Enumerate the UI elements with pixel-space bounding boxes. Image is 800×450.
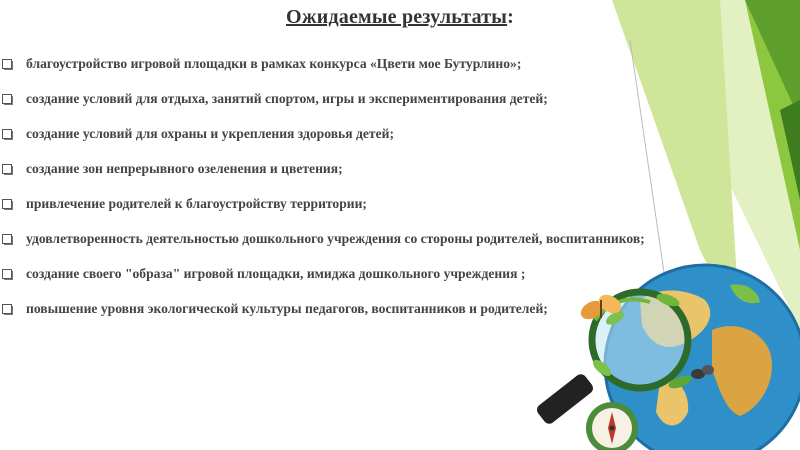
bullet-icon (2, 129, 12, 139)
results-list (2, 52, 672, 320)
list-item (2, 87, 672, 110)
list-item-text: благоустройство игровой площадки в рамках конкурса «Цвети мое Бутурлино»; (26, 56, 522, 71)
list-item-text: создание условий для охраны и укрепления здоровья детей; (26, 126, 394, 141)
list-item (2, 52, 672, 75)
list-item-text: повышение уровня экологической культуры педагогов, воспитанников и родителей; (26, 301, 548, 316)
list-item-text: создание зон непрерывного озеленения и цветения; (26, 161, 343, 176)
list-item (2, 192, 672, 215)
list-item-text: удовлетворенность деятельностью дошкольного учреждения со стороны родителей, воспитанников; (26, 231, 645, 246)
bullet-icon (2, 234, 12, 244)
bullet-icon (2, 164, 12, 174)
list-item-text: привлечение родителей к благоустройству территории; (26, 196, 367, 211)
bullet-icon (2, 304, 12, 314)
list-item (2, 122, 672, 145)
list-item (2, 297, 672, 320)
bullet-icon (2, 269, 12, 279)
bullet-icon (2, 199, 12, 209)
title-text: Ожидаемые результаты (286, 6, 508, 28)
page-title (0, 6, 800, 29)
title-colon: : (507, 6, 514, 28)
list-item-text: создание условий для отдыха, занятий спортом, игры и экспериментирования детей; (26, 91, 548, 106)
bullet-icon (2, 59, 12, 69)
list-item (2, 157, 672, 180)
list-item-text: создание своего "образа" игровой площадки, имиджа дошкольного учреждения ; (26, 266, 526, 281)
list-item (2, 262, 672, 285)
list-item (2, 227, 672, 250)
bullet-icon (2, 94, 12, 104)
